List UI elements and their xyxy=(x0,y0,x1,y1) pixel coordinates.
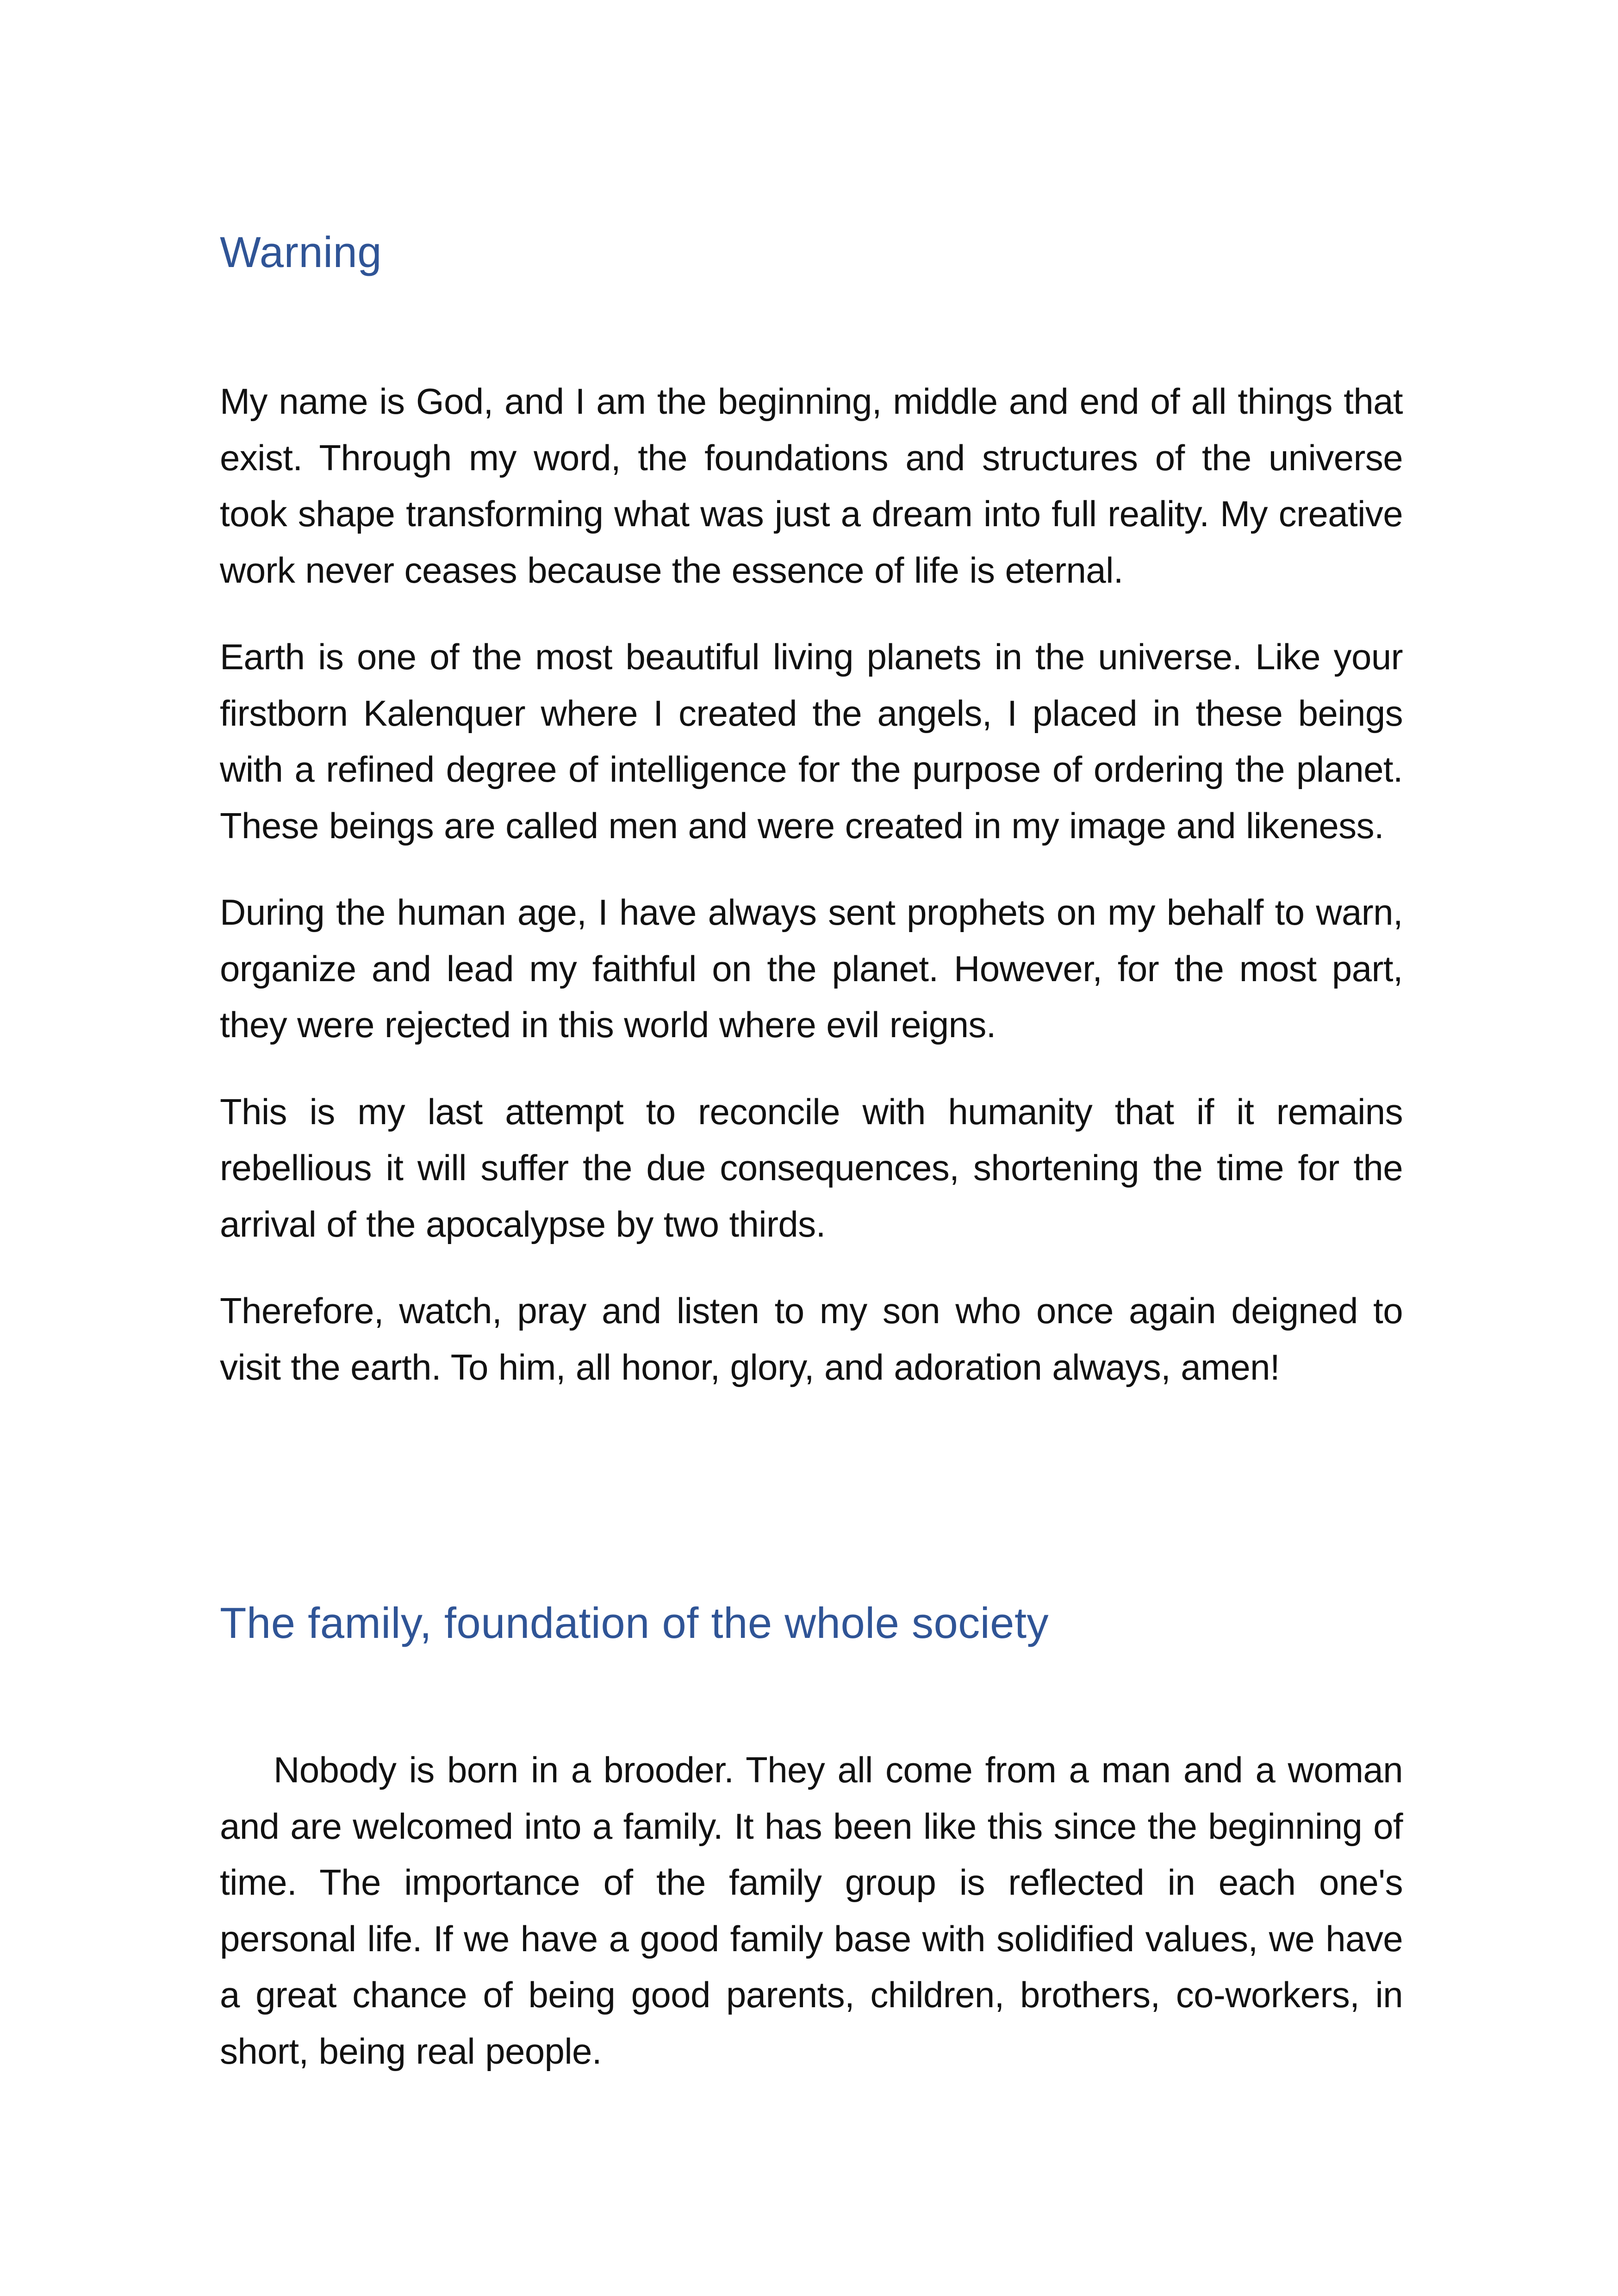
paragraph: My name is God, and I am the beginning, middle and end of all things that exist. Through my word, the foundations and structures of the universe took shape transforming what was just a dream into full reality. My creative work never ceases because the essence of life is eternal. xyxy=(220,381,1403,591)
section-heading-warning: Warning xyxy=(220,228,382,276)
paragraph: Earth is one of the most beautiful living planets in the universe. Like your firstborn Kalenquer where I created the angels, I placed in these beings with a refined degree of intelligence for the purpose of ordering the planet. These beings are called men and were created in my image and likeness. xyxy=(220,636,1403,846)
section-heading-family: The family, foundation of the whole society xyxy=(220,1599,1049,1647)
paragraph: This is my last attempt to reconcile with humanity that if it remains rebellious it will suffer the due consequences, shortening the time for the arrival of the apocalypse by two thirds. xyxy=(220,1091,1403,1244)
paragraph: Therefore, watch, pray and listen to my son who once again deigned to visit the earth. To him, all honor, glory, and adoration always, amen! xyxy=(220,1290,1403,1388)
section-body-warning xyxy=(220,373,1403,1426)
paragraph: Nobody is born in a brooder. They all come from a man and a woman and are welcomed into a family. It has been like this since the beginning of time. The importance of the family group is reflected in each one's personal life. If we have a good family base with solidified values, we have a great chance of being good parents, children, brothers, co-workers, in short, being real people. xyxy=(220,1749,1403,2072)
section-body-family xyxy=(220,1742,1403,2110)
paragraph: During the human age, I have always sent prophets on my behalf to warn, organize and lead my faithful on the planet. However, for the most part, they were rejected in this world where evil reigns. xyxy=(220,892,1403,1045)
